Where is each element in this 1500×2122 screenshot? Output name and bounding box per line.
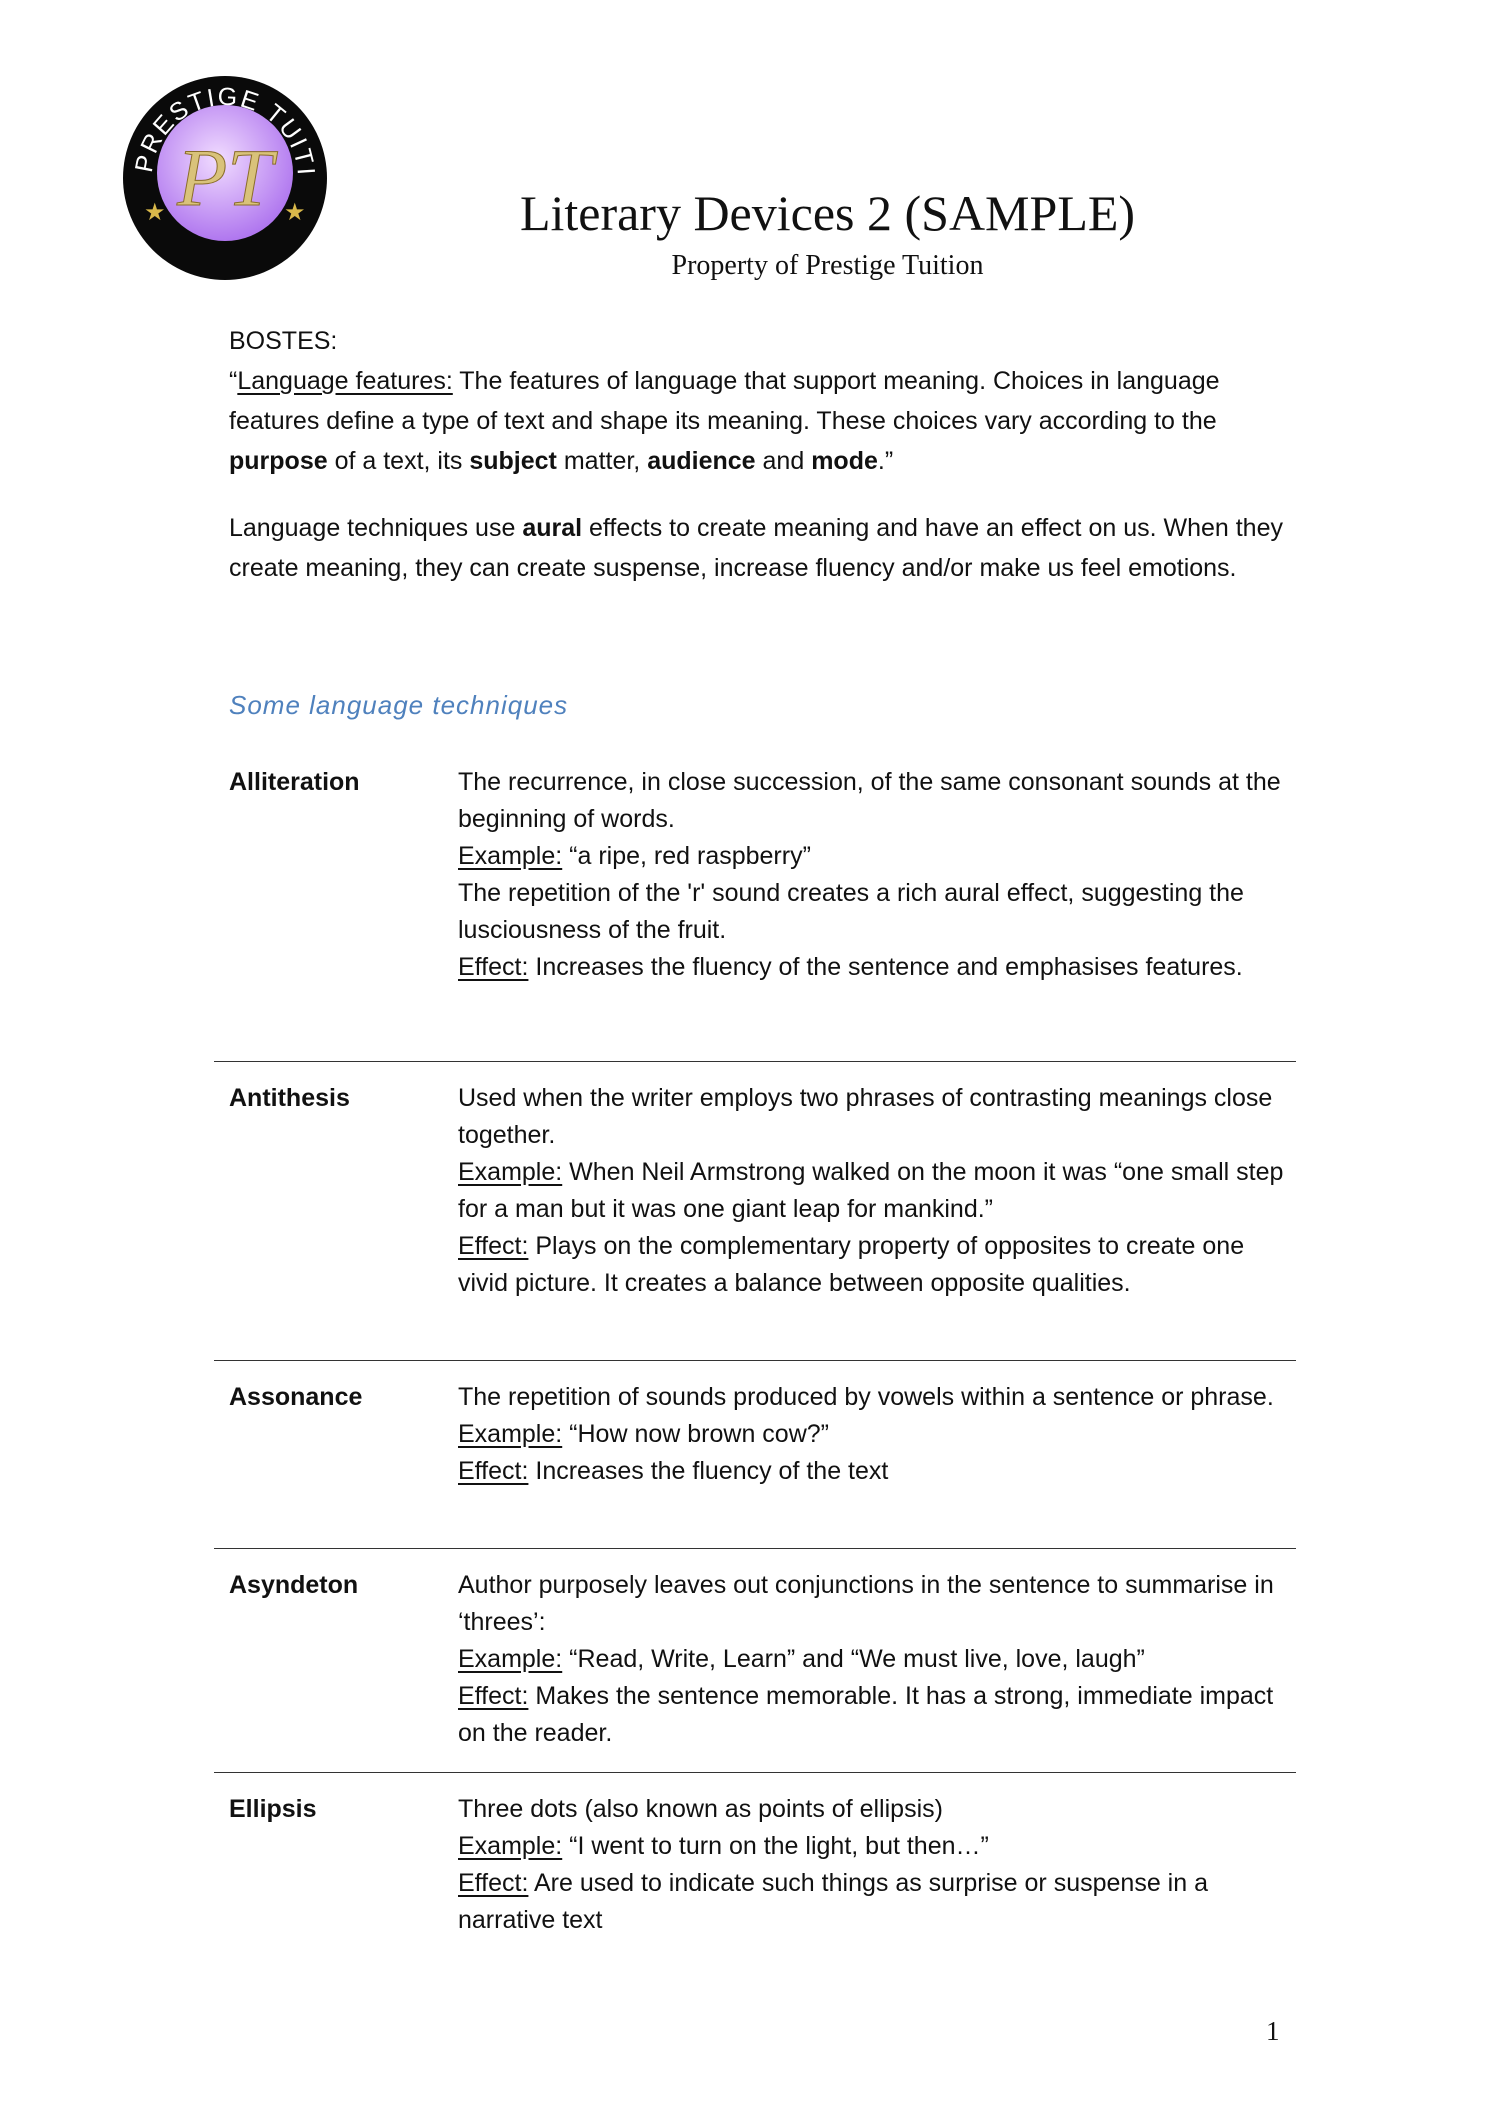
technique-definition [458, 1080, 1288, 1302]
technique-row [214, 1061, 1296, 1297]
technique-term: Assonance [229, 1383, 363, 1411]
effect-line: Effect: Increases the fluency of the sentence and emphasises features. [458, 953, 1243, 981]
technique-row [214, 1772, 1296, 1934]
definition-text: Three dots (also known as points of ellipsis) [458, 1795, 943, 1823]
example-line: Example: “How now brown cow?” [458, 1420, 829, 1448]
document-subtitle: Property of Prestige Tuition [671, 250, 984, 281]
effect-line: Effect: Are used to indicate such things as surprise or suspense in a narrative text [458, 1869, 1208, 1934]
svg-text:PRESTIGE TUITION: PRESTIGE TUITI [129, 82, 321, 178]
technique-definition [458, 1791, 1288, 1939]
definition-text: The repetition of sounds produced by vowels within a sentence or phrase. [458, 1383, 1274, 1411]
technique-definition [458, 764, 1288, 986]
definition-text: Author purposely leaves out conjunctions in the sentence to summarise in ‘threes’: [458, 1571, 1274, 1636]
technique-term: Asyndeton [229, 1571, 359, 1599]
technique-definition [458, 1567, 1288, 1752]
example-line: Example: “Read, Write, Learn” and “We must live, love, laugh” [458, 1645, 1145, 1673]
svg-text:★: ★ [284, 199, 306, 226]
definition-text: The recurrence, in close succession, of the same consonant sounds at the beginning of words. [458, 768, 1281, 833]
example-note: The repetition of the 'r' sound creates a rich aural effect, suggesting the lusciousness of the fruit. [458, 879, 1244, 944]
bostes-quote: “Language features: The features of language that support meaning. Choices in language features define a type of text and shape its meaning. These choices vary according to the purpose of a text, its subject matter, audience and mode.” [229, 367, 1220, 475]
technique-definition [458, 1379, 1288, 1490]
bostes-definition [229, 321, 1289, 481]
technique-term: Antithesis [229, 1084, 350, 1112]
example-line: Example: “I went to turn on the light, but then…” [458, 1832, 989, 1860]
effect-line: Effect: Plays on the complementary property of opposites to create one vivid picture. It creates a balance between opposite qualities. [458, 1232, 1245, 1297]
svg-text:★: ★ [144, 199, 166, 226]
technique-term: Alliteration [229, 768, 360, 796]
svg-text:PT: PT [177, 132, 273, 223]
technique-term: Ellipsis [229, 1795, 317, 1823]
technique-row [214, 1360, 1296, 1485]
example-line: Example: “a ripe, red raspberry” [458, 842, 811, 870]
technique-row [214, 1548, 1296, 1747]
effect-line: Effect: Increases the fluency of the text [458, 1457, 889, 1485]
example-line: Example: When Neil Armstrong walked on the moon it was “one small step for a man but it was one giant leap for mankind.” [458, 1158, 1284, 1223]
intro-paragraph: Language techniques use aural effects to create meaning and have an effect on us. When they create meaning, they can create suspense, increase fluency and/or make us feel emotions. [229, 514, 1283, 582]
effect-line: Effect: Makes the sentence memorable. It has a strong, immediate impact on the reader. [458, 1682, 1274, 1747]
section-heading: Some language techniques [229, 690, 569, 720]
source-label: BOSTES: [229, 327, 338, 355]
page-number: 1 [1266, 2016, 1280, 2046]
definition-text: Used when the writer employs two phrases of contrasting meanings close together. [458, 1084, 1273, 1149]
document-title: Literary Devices 2 (SAMPLE) [519, 185, 1136, 241]
